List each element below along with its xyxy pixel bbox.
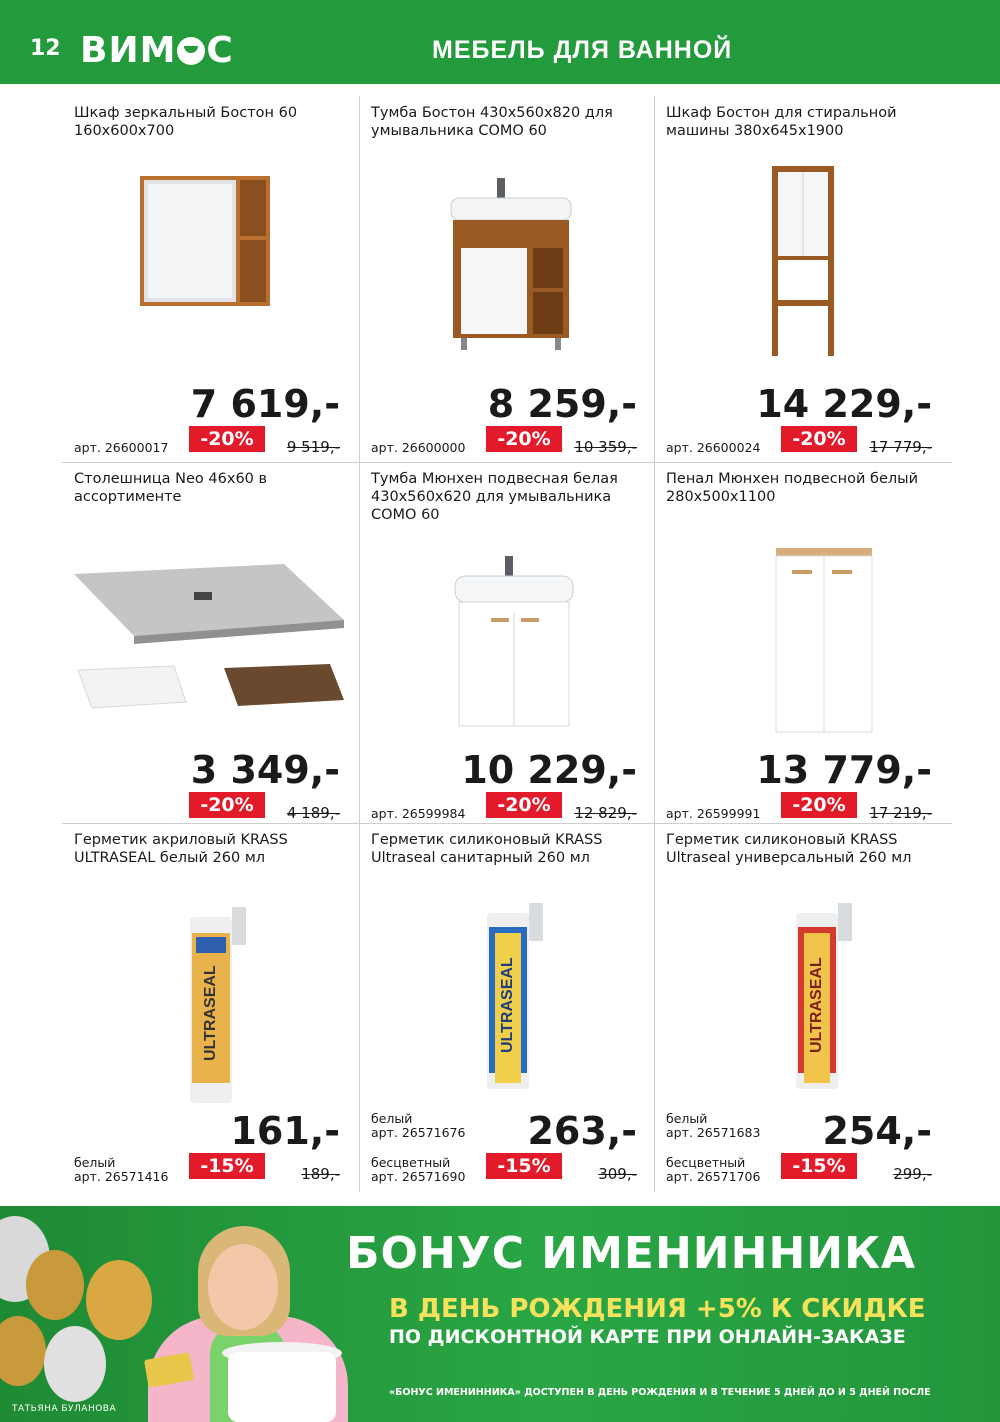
product-article: арт. 26600024 xyxy=(666,440,761,455)
balloon-icon xyxy=(44,1326,106,1402)
discount-badge: -20% xyxy=(781,792,857,818)
product-card[interactable] xyxy=(654,462,944,824)
product-price: 13 779,- xyxy=(756,748,932,792)
munich-vanity-image xyxy=(371,532,641,742)
old-price: 309,- xyxy=(598,1165,637,1183)
product-title: Герметик силиконовый KRASS Ultraseal санитарный 260 мл xyxy=(371,832,603,866)
product-price: 10 229,- xyxy=(461,748,637,792)
product-card[interactable] xyxy=(359,823,649,1185)
product-card[interactable] xyxy=(654,823,944,1185)
product-title: Шкаф зеркальный Бостон 60 160x600x700 xyxy=(74,105,298,139)
product-article: арт. 26571683 xyxy=(666,1125,761,1140)
banner-footnote: «БОНУС ИМЕНИННИКА» ДОСТУПЕН В ДЕНЬ РОЖДЕНИЯ И В ТЕЧЕНИЕ 5 ДНЕЙ ДО И 5 ДНЕЙ ПОСЛЕ xyxy=(389,1387,931,1398)
balloon-icon xyxy=(0,1316,46,1386)
discount-badge: -20% xyxy=(781,426,857,452)
logo-globe-icon xyxy=(177,37,205,65)
balloon-icon xyxy=(26,1250,84,1320)
product-title: Шкаф Бостон для стиральной машины 380x645x1900 xyxy=(666,105,897,139)
product-article: арт. 26600000 xyxy=(371,440,466,455)
woman-face xyxy=(208,1244,278,1330)
brand-logo[interactable]: ВИМ С xyxy=(80,30,234,71)
discount-badge: -20% xyxy=(189,792,265,818)
variant-label: бесцветный xyxy=(371,1155,451,1170)
old-price: 17 779,- xyxy=(869,438,932,456)
product-price: 3 349,- xyxy=(190,748,340,792)
product-price: 161,- xyxy=(230,1109,340,1153)
product-price: 254,- xyxy=(822,1109,932,1153)
washer-cabinet-image xyxy=(666,166,936,376)
munich-pencil-case-image xyxy=(666,532,936,742)
discount-badge: -15% xyxy=(189,1153,265,1179)
product-title: Герметик силиконовый KRASS Ultraseal универсальный 260 мл xyxy=(666,832,912,866)
discount-badge: -15% xyxy=(781,1153,857,1179)
product-price: 14 229,- xyxy=(756,382,932,426)
vanity-image xyxy=(371,166,641,376)
product-price: 263,- xyxy=(527,1109,637,1153)
cake-icon xyxy=(228,1352,336,1422)
product-card[interactable] xyxy=(62,462,352,824)
banner-title: БОНУС ИМЕНИННИКА xyxy=(346,1228,917,1279)
product-card[interactable] xyxy=(654,96,944,458)
header-bar xyxy=(0,0,1000,84)
section-title: МЕБЕЛЬ ДЛЯ ВАННОЙ xyxy=(432,36,733,64)
old-price: 12 829,- xyxy=(574,804,637,822)
banner-subtitle: ПО ДИСКОНТНОЙ КАРТЕ ПРИ ОНЛАЙН-ЗАКАЗЕ xyxy=(389,1326,906,1348)
old-price: 9 519,- xyxy=(286,438,340,456)
banner-subtitle: В ДЕНЬ РОЖДЕНИЯ +5% К СКИДКЕ xyxy=(389,1294,926,1324)
sealant-tube-image xyxy=(371,893,641,1103)
product-title: Пенал Мюнхен подвесной белый 280x500x1100 xyxy=(666,471,919,505)
svg-text:ULTRASEAL: ULTRASEAL xyxy=(202,965,219,1061)
discount-badge: -20% xyxy=(189,426,265,452)
product-title: Столешница Neo 46x60 в ассортименте xyxy=(74,471,268,505)
countertop-image xyxy=(74,532,344,742)
discount-badge: -20% xyxy=(486,426,562,452)
svg-text:ULTRASEAL: ULTRASEAL xyxy=(808,957,825,1053)
product-article: арт. 26571706 xyxy=(666,1169,761,1184)
product-article: арт. 26599991 xyxy=(666,806,761,821)
product-article: арт. 26600017 xyxy=(74,440,169,455)
variant-label: белый xyxy=(74,1155,116,1170)
product-article: арт. 26571676 xyxy=(371,1125,466,1140)
product-title: Тумба Мюнхен подвесная белая 430x560x620 для умывальника COMO 60 xyxy=(371,471,618,523)
product-card[interactable] xyxy=(62,823,352,1185)
variant-label: бесцветный xyxy=(666,1155,746,1170)
discount-badge: -15% xyxy=(486,1153,562,1179)
product-card[interactable] xyxy=(359,462,649,824)
product-article: арт. 26571690 xyxy=(371,1169,466,1184)
product-card[interactable] xyxy=(62,96,352,458)
signature: ТАТЬЯНА БУЛАНОВА xyxy=(12,1404,117,1414)
old-price: 10 359,- xyxy=(574,438,637,456)
sealant-tube-image xyxy=(74,893,344,1103)
product-article: арт. 26571416 xyxy=(74,1169,169,1184)
variant-label: белый xyxy=(371,1111,413,1126)
product-article: арт. 26599984 xyxy=(371,806,466,821)
sealant-tube-image xyxy=(666,893,936,1103)
old-price: 189,- xyxy=(301,1165,340,1183)
old-price: 299,- xyxy=(893,1165,932,1183)
old-price: 17 219,- xyxy=(869,804,932,822)
product-title: Тумба Бостон 430x560x820 для умывальника COMO 60 xyxy=(371,105,613,139)
product-price: 7 619,- xyxy=(190,382,340,426)
variant-label: белый xyxy=(666,1111,708,1126)
discount-badge: -20% xyxy=(486,792,562,818)
old-price: 4 189,- xyxy=(286,804,340,822)
page-number: 12 xyxy=(30,36,61,61)
balloon-icon xyxy=(86,1260,152,1340)
product-grid xyxy=(62,96,952,1192)
birthday-bonus-banner[interactable] xyxy=(0,1206,1000,1422)
product-card[interactable] xyxy=(359,96,649,458)
product-price: 8 259,- xyxy=(487,382,637,426)
svg-text:ULTRASEAL: ULTRASEAL xyxy=(499,957,516,1053)
mirror-cabinet-image xyxy=(74,166,344,376)
product-title: Герметик акриловый KRASS ULTRASEAL белый 260 мл xyxy=(74,832,288,866)
